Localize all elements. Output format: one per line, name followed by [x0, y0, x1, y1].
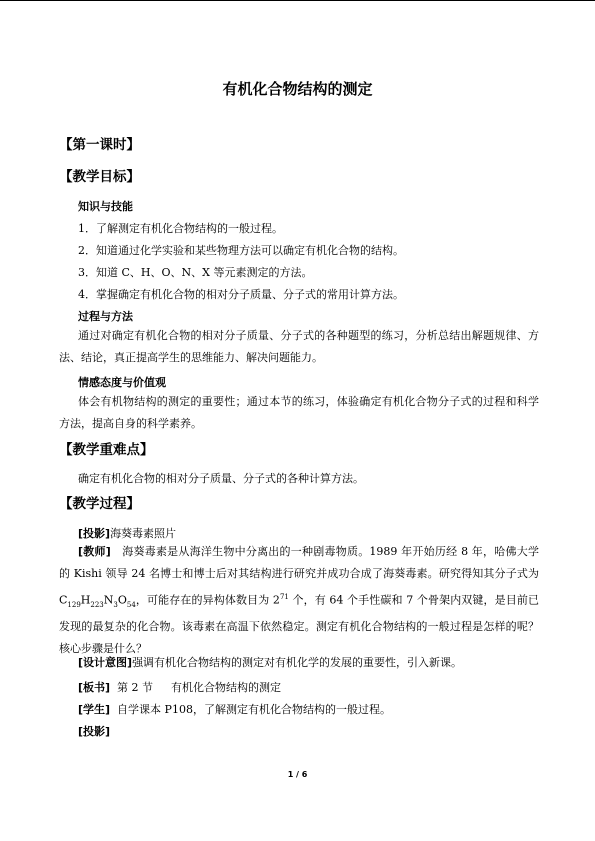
design-tag: [设计意图]	[78, 656, 133, 669]
projection-text: 海葵毒素照片	[110, 527, 177, 540]
knowledge-heading: 知识与技能	[78, 200, 133, 213]
student-tag: [学生]	[78, 703, 111, 716]
subscript: 129	[67, 600, 81, 609]
teacher-text: H	[80, 593, 91, 607]
key-text: 确定有机化合物的相对分子质量、分子式的各种计算方法。	[78, 472, 364, 485]
projection-tag: [投影]	[78, 527, 111, 540]
section-process: 【教学过程】	[59, 496, 140, 512]
teacher-text: N	[103, 593, 114, 607]
document-title: 有机化合物结构的测定	[222, 80, 373, 98]
teacher-text: O	[117, 593, 127, 607]
projection-paragraph	[78, 723, 110, 739]
teacher-text: 个，有 64 个手性碳和 7 个骨架内双键，是目前已发现的最复杂的化合物。该毒素在高温下依然稳定。测定有机化合物结构的一般过程是怎样的呢？核心步骤是什么？	[59, 593, 539, 656]
student-text: 自学课本 P108，了解测定有机化合物结构的一般过程。	[110, 703, 391, 716]
board-tag: [板书]	[78, 681, 111, 694]
design-text: 强调有机化合物结构的测定对有机化学的发展的重要性，引入新课。	[132, 656, 463, 669]
knowledge-item: 3．知道 C、H、O、N、X 等元素测定的方法。	[78, 266, 313, 279]
attitude-heading: 情感态度与价值观	[78, 376, 166, 389]
knowledge-item: 1．了解测定有机化合物结构的一般过程。	[78, 222, 283, 235]
section-key: 【教学重难点】	[59, 442, 154, 458]
design-paragraph	[59, 652, 539, 674]
subscript: 3	[113, 600, 118, 609]
student-paragraph	[78, 701, 391, 717]
projection-tag: [投影]	[78, 725, 111, 738]
teacher-text: 海葵毒素是从海洋生物中分离出的一种剧毒物质。1989 年开始历经 8 年，哈佛大学的 Kishi 领导 24 名博士和博士后对其结构进行研究并成功合成了海葵毒素。研究得知其分子式为 C	[59, 545, 539, 607]
teacher-tag: [教师]	[78, 545, 111, 558]
subscript: 223	[90, 600, 104, 609]
page-number: 1 / 6	[287, 770, 308, 779]
knowledge-item: 4．掌握确定有机化合物的相对分子质量、分子式的常用计算方法。	[78, 288, 404, 301]
method-paragraph: 通过对确定有机化合物的相对分子质量、分子式的各种题型的练习，分析总结出解题规律、方法、结论，真正提高学生的思维能力、解决问题能力。	[59, 329, 539, 364]
process-paragraph	[78, 525, 176, 541]
subscript: 54	[126, 600, 136, 609]
section-period: 【第一课时】	[59, 137, 140, 153]
superscript: 71	[279, 592, 289, 601]
knowledge-item: 2．知道通过化学实验和某些物理方法可以确定有机化合物的结构。	[78, 244, 404, 257]
section-goals: 【教学目标】	[59, 169, 140, 185]
board-paragraph	[78, 679, 281, 695]
teacher-text: ，可能存在的异构体数目为 2	[135, 593, 280, 607]
method-heading: 过程与方法	[78, 310, 133, 323]
top-rule	[0, 0, 595, 1]
teacher-paragraph	[59, 541, 539, 660]
attitude-paragraph: 体会有机物结构的测定的重要性；通过本节的练习，体验确定有机化合物分子式的过程和科学方法，提高自身的科学素养。	[59, 395, 539, 430]
board-text: 第 2 节 有机化合物结构的测定	[110, 681, 282, 694]
